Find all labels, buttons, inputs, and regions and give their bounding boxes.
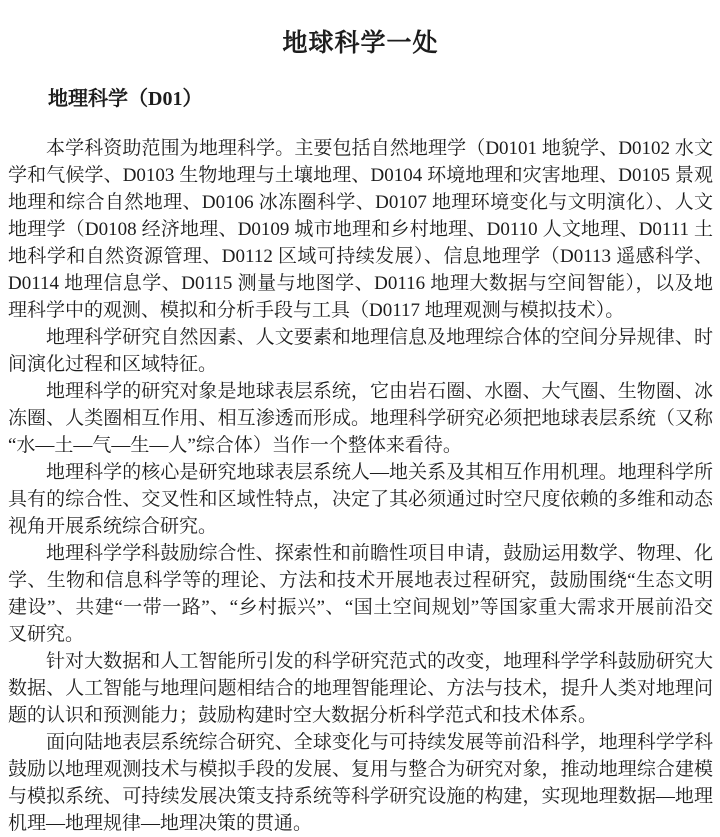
body-paragraph: 地理科学的研究对象是地球表层系统，它由岩石圈、水圈、大气圈、生物圈、冰冻圈、人类圈相互作用、相互渗透而形成。地理科学研究必须把地球表层系统（又称“水—土—气—生—人”综合体）当作一个整体来看待。	[8, 381, 713, 456]
body-paragraph: 地理科学研究自然因素、人文要素和地理信息及地理综合体的空间分异规律、时间演化过程和区域特征。	[8, 327, 713, 375]
body-paragraph: 地理科学的核心是研究地球表层系统人—地关系及其相互作用机理。地理科学所具有的综合性、交叉性和区域性特点，决定了其必须通过时空尺度依赖的多维和动态视角开展系统综合研究。	[8, 462, 713, 537]
section-body	[8, 135, 713, 837]
body-paragraph: 针对大数据和人工智能所引发的科学研究范式的改变，地理科学学科鼓励研究大数据、人工智能与地理问题相结合的地理智能理论、方法与技术，提升人类对地理问题的认识和预测能力；鼓励构建时空大数据分析科学范式和技术体系。	[8, 651, 713, 726]
body-paragraph: 本学科资助范围为地理科学。主要包括自然地理学（D0101 地貌学、D0102 水文学和气候学、D0103 生物地理与土壤地理、D0104 环境地理和灾害地理、D0105 景观地理和综合自然地理、D0106 冰冻圈科学、D0107 地理环境变化与文明演化）、人文地理学（D0108 经济地理、D0109 城市地理和乡村地理、D0110 人文地理、D0111 土地科学和自然资源管理、D0112 区域可持续发展）、信息地理学（D0113 遥感科学、D0114 地理信息学、D0115 测量与地图学、D0116 地理大数据与空间智能），以及地理科学中的观测、模拟和分析手段与工具（D0117 地理观测与模拟技术）。	[8, 138, 713, 321]
page-title: 地球科学一处	[282, 30, 439, 57]
body-paragraph: 地理科学学科鼓励综合性、探索性和前瞻性项目申请，鼓励运用数学、物理、化学、生物和信息科学等的理论、方法和技术开展地表过程研究，鼓励围绕“生态文明建设”、共建“一带一路”、“乡村振兴”、“国土空间规划”等国家重大需求开展前沿交叉研究。	[8, 543, 713, 645]
body-paragraph: 面向陆地表层系统综合研究、全球变化与可持续发展等前沿科学，地理科学学科鼓励以地理观测技术与模拟手段的发展、复用与整合为研究对象，推动地理综合建模与模拟系统、可持续发展决策支持系统等科学研究设施的构建，实现地理数据—地理机理—地理规律—地理决策的贯通。	[8, 732, 713, 834]
section-heading: 地理科学（D01）	[48, 88, 203, 110]
